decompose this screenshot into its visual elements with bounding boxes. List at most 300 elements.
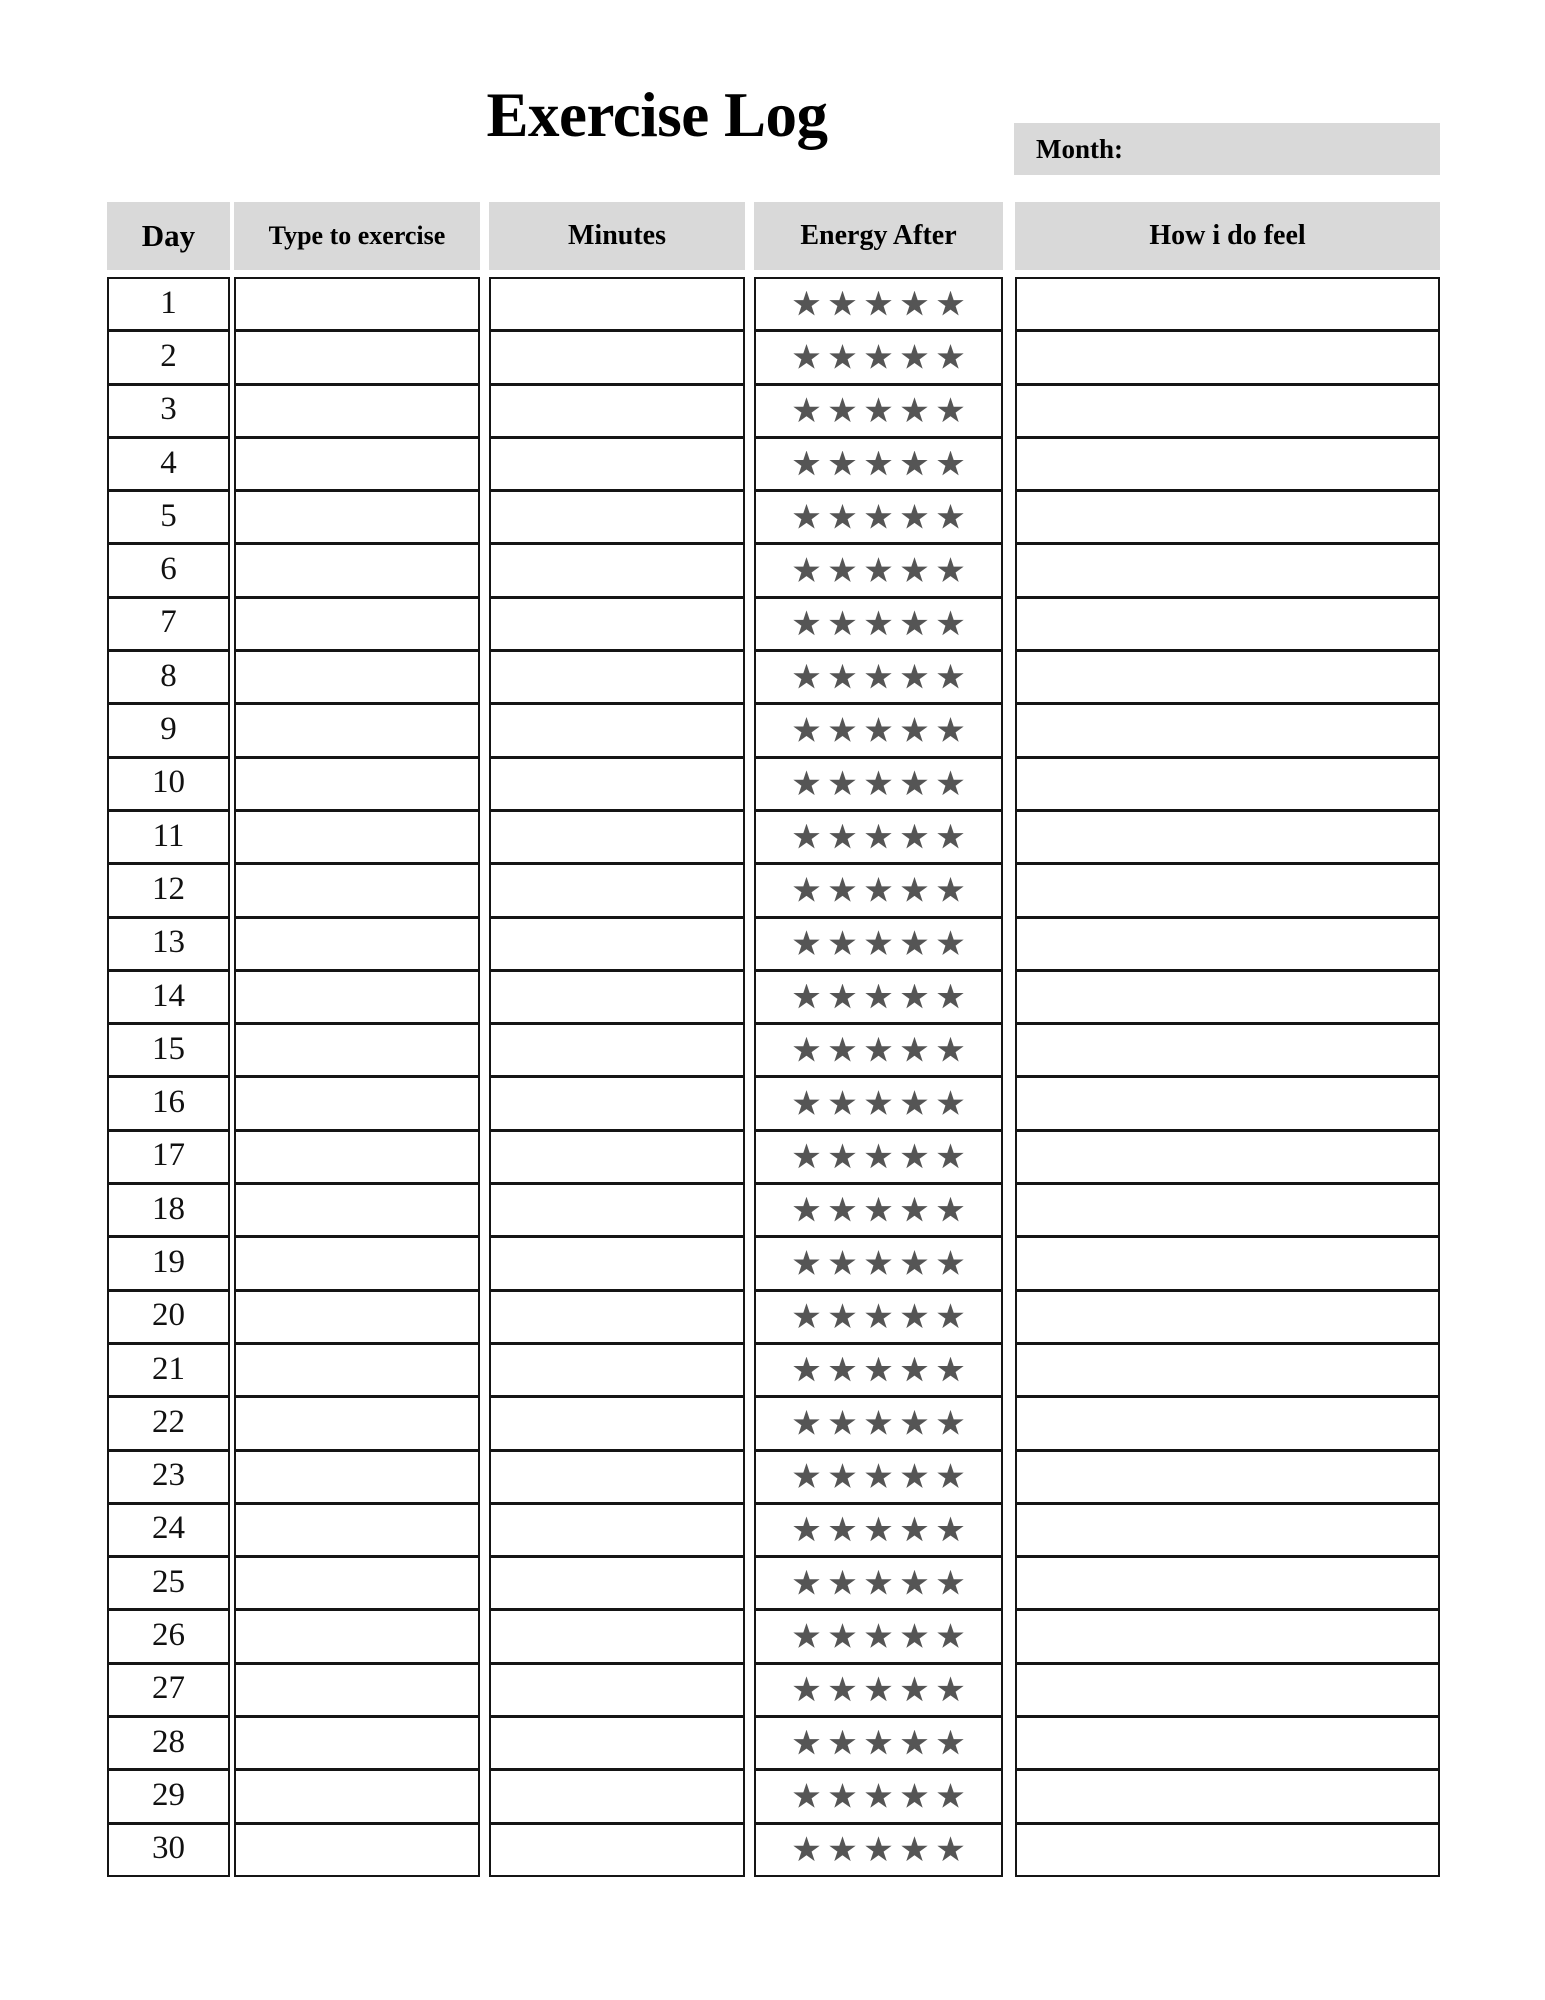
star-icon[interactable] <box>793 930 820 957</box>
star-icon[interactable] <box>829 877 856 904</box>
how-i-do-feel-input-cell[interactable] <box>1015 1236 1440 1290</box>
star-icon[interactable] <box>793 1623 820 1650</box>
star-icon[interactable] <box>865 1836 892 1863</box>
star-icon[interactable] <box>937 504 964 531</box>
energy-rating-cell[interactable] <box>754 1130 1003 1184</box>
star-icon[interactable] <box>793 1410 820 1437</box>
star-icon[interactable] <box>829 1516 856 1543</box>
how-i-do-feel-input-cell[interactable] <box>1015 1769 1440 1823</box>
energy-rating-cell[interactable] <box>754 1503 1003 1557</box>
star-icon[interactable] <box>793 664 820 691</box>
exercise-type-input-cell[interactable] <box>234 1503 480 1557</box>
energy-rating-cell[interactable] <box>754 1450 1003 1504</box>
energy-rating-cell[interactable] <box>754 1609 1003 1663</box>
minutes-input-cell[interactable] <box>489 757 745 811</box>
energy-rating-cell[interactable] <box>754 1396 1003 1450</box>
star-icon[interactable] <box>829 451 856 478</box>
column-gap <box>480 1077 489 1130</box>
exercise-type-input-cell[interactable] <box>234 330 480 384</box>
energy-rating-cell[interactable] <box>754 1663 1003 1717</box>
star-icon[interactable] <box>829 1250 856 1277</box>
day-number-cell: 28 <box>107 1716 230 1770</box>
energy-rating-cell[interactable] <box>754 543 1003 597</box>
star-icon[interactable] <box>937 451 964 478</box>
star-icon[interactable] <box>829 397 856 424</box>
minutes-input-cell[interactable] <box>489 863 745 917</box>
star-icon[interactable] <box>937 664 964 691</box>
exercise-type-input-cell[interactable] <box>234 277 480 331</box>
exercise-type-input-cell[interactable] <box>234 810 480 864</box>
star-icon[interactable] <box>793 1730 820 1757</box>
star-icon[interactable] <box>829 1357 856 1384</box>
star-icon[interactable] <box>901 770 928 797</box>
exercise-type-input-cell[interactable] <box>234 1609 480 1663</box>
star-icon[interactable] <box>901 344 928 371</box>
star-icon[interactable] <box>901 877 928 904</box>
exercise-type-input-cell[interactable] <box>234 1663 480 1717</box>
star-icon[interactable] <box>865 1410 892 1437</box>
star-icon[interactable] <box>901 397 928 424</box>
column-gap <box>745 202 754 270</box>
how-i-do-feel-input-cell[interactable] <box>1015 757 1440 811</box>
exercise-type-input-cell[interactable] <box>234 490 480 544</box>
star-icon[interactable] <box>901 1197 928 1224</box>
star-icon[interactable] <box>865 1783 892 1810</box>
column-header-how-i-do-feel: How i do feel <box>1015 202 1440 270</box>
star-icon[interactable] <box>829 984 856 1011</box>
star-icon[interactable] <box>829 1197 856 1224</box>
star-icon[interactable] <box>829 1143 856 1170</box>
exercise-type-input-cell[interactable] <box>234 1450 480 1504</box>
how-i-do-feel-input-cell[interactable] <box>1015 1503 1440 1557</box>
star-icon[interactable] <box>901 1836 928 1863</box>
how-i-do-feel-input-cell[interactable] <box>1015 1343 1440 1397</box>
energy-rating-cell[interactable] <box>754 437 1003 491</box>
minutes-input-cell[interactable] <box>489 1503 745 1557</box>
exercise-type-input-cell[interactable] <box>234 1076 480 1130</box>
column-gap <box>480 1557 489 1610</box>
energy-rating-cell[interactable] <box>754 917 1003 971</box>
star-icon[interactable] <box>829 610 856 637</box>
table-row <box>107 1184 1440 1237</box>
star-icon[interactable] <box>865 1623 892 1650</box>
energy-rating-cell[interactable] <box>754 757 1003 811</box>
exercise-type-input-cell[interactable] <box>234 970 480 1024</box>
star-icon[interactable] <box>901 610 928 637</box>
column-gap <box>1003 651 1015 704</box>
star-icon[interactable] <box>937 344 964 371</box>
star-icon[interactable] <box>937 1783 964 1810</box>
minutes-input-cell[interactable] <box>489 1663 745 1717</box>
star-icon[interactable] <box>937 1303 964 1330</box>
star-icon[interactable] <box>793 610 820 637</box>
minutes-input-cell[interactable] <box>489 810 745 864</box>
star-icon[interactable] <box>793 1463 820 1490</box>
star-icon[interactable] <box>937 610 964 637</box>
star-icon[interactable] <box>793 1303 820 1330</box>
minutes-input-cell[interactable] <box>489 437 745 491</box>
star-icon[interactable] <box>829 1623 856 1650</box>
minutes-input-cell[interactable] <box>489 1450 745 1504</box>
star-icon[interactable] <box>865 770 892 797</box>
energy-rating-cell[interactable] <box>754 810 1003 864</box>
star-icon[interactable] <box>865 930 892 957</box>
energy-rating-cell[interactable] <box>754 863 1003 917</box>
star-icon[interactable] <box>901 824 928 851</box>
exercise-type-input-cell[interactable] <box>234 543 480 597</box>
star-icon[interactable] <box>829 824 856 851</box>
star-icon[interactable] <box>793 1250 820 1277</box>
star-icon[interactable] <box>901 1037 928 1064</box>
star-icon[interactable] <box>901 1090 928 1117</box>
exercise-type-input-cell[interactable] <box>234 1236 480 1290</box>
star-icon[interactable] <box>829 1303 856 1330</box>
star-icon[interactable] <box>829 1836 856 1863</box>
column-gap <box>480 758 489 811</box>
star-icon[interactable] <box>865 984 892 1011</box>
star-icon[interactable] <box>865 397 892 424</box>
column-header-minutes: Minutes <box>489 202 745 270</box>
how-i-do-feel-input-cell[interactable] <box>1015 1450 1440 1504</box>
day-number-cell: 12 <box>107 863 230 917</box>
energy-rating-cell[interactable] <box>754 277 1003 331</box>
how-i-do-feel-input-cell[interactable] <box>1015 1663 1440 1717</box>
star-icon[interactable] <box>793 1143 820 1170</box>
minutes-input-cell[interactable] <box>489 543 745 597</box>
star-icon[interactable] <box>865 877 892 904</box>
how-i-do-feel-input-cell[interactable] <box>1015 384 1440 438</box>
star-icon[interactable] <box>901 1357 928 1384</box>
exercise-type-input-cell[interactable] <box>234 1290 480 1344</box>
star-icon[interactable] <box>829 1463 856 1490</box>
how-i-do-feel-input-cell[interactable] <box>1015 1023 1440 1077</box>
star-icon[interactable] <box>829 1730 856 1757</box>
star-icon[interactable] <box>793 1836 820 1863</box>
star-icon[interactable] <box>865 1250 892 1277</box>
minutes-input-cell[interactable] <box>489 650 745 704</box>
how-i-do-feel-input-cell[interactable] <box>1015 650 1440 704</box>
star-icon[interactable] <box>937 1357 964 1384</box>
star-icon[interactable] <box>865 1357 892 1384</box>
star-icon[interactable] <box>829 557 856 584</box>
star-icon[interactable] <box>901 1410 928 1437</box>
star-icon[interactable] <box>865 557 892 584</box>
star-icon[interactable] <box>865 1197 892 1224</box>
exercise-type-input-cell[interactable] <box>234 384 480 438</box>
energy-rating-cell[interactable] <box>754 1716 1003 1770</box>
star-icon[interactable] <box>793 717 820 744</box>
energy-rating-cell[interactable] <box>754 1769 1003 1823</box>
star-icon[interactable] <box>793 504 820 531</box>
minutes-input-cell[interactable] <box>489 1609 745 1663</box>
star-icon[interactable] <box>865 1037 892 1064</box>
star-icon[interactable] <box>901 291 928 318</box>
star-icon[interactable] <box>829 1090 856 1117</box>
star-icon[interactable] <box>901 1463 928 1490</box>
exercise-type-input-cell[interactable] <box>234 437 480 491</box>
star-icon[interactable] <box>793 451 820 478</box>
star-icon[interactable] <box>793 1676 820 1703</box>
minutes-input-cell[interactable] <box>489 1236 745 1290</box>
star-icon[interactable] <box>829 1410 856 1437</box>
star-icon[interactable] <box>937 1090 964 1117</box>
star-icon[interactable] <box>793 824 820 851</box>
column-gap <box>1003 202 1015 270</box>
column-gap <box>480 278 489 331</box>
star-icon[interactable] <box>865 717 892 744</box>
star-icon[interactable] <box>901 1676 928 1703</box>
star-icon[interactable] <box>865 1143 892 1170</box>
star-icon[interactable] <box>793 1516 820 1543</box>
star-icon[interactable] <box>901 664 928 691</box>
how-i-do-feel-input-cell[interactable] <box>1015 1396 1440 1450</box>
star-icon[interactable] <box>937 1730 964 1757</box>
exercise-type-input-cell[interactable] <box>234 1343 480 1397</box>
how-i-do-feel-input-cell[interactable] <box>1015 330 1440 384</box>
how-i-do-feel-input-cell[interactable] <box>1015 277 1440 331</box>
star-icon[interactable] <box>793 1037 820 1064</box>
star-icon[interactable] <box>937 1676 964 1703</box>
minutes-input-cell[interactable] <box>489 1023 745 1077</box>
star-icon[interactable] <box>937 1623 964 1650</box>
star-icon[interactable] <box>901 930 928 957</box>
star-icon[interactable] <box>937 984 964 1011</box>
energy-rating-cell[interactable] <box>754 384 1003 438</box>
star-icon[interactable] <box>901 1623 928 1650</box>
exercise-type-input-cell[interactable] <box>234 1556 480 1610</box>
exercise-type-input-cell[interactable] <box>234 703 480 757</box>
column-gap <box>745 1024 754 1077</box>
star-icon[interactable] <box>901 451 928 478</box>
star-icon[interactable] <box>865 664 892 691</box>
minutes-input-cell[interactable] <box>489 1076 745 1130</box>
day-number-cell: 13 <box>107 917 230 971</box>
star-icon[interactable] <box>865 291 892 318</box>
energy-rating-cell[interactable] <box>754 1343 1003 1397</box>
column-gap <box>1003 331 1015 384</box>
column-gap <box>1003 864 1015 917</box>
minutes-input-cell[interactable] <box>489 1290 745 1344</box>
star-icon[interactable] <box>901 1570 928 1597</box>
column-gap <box>480 1717 489 1770</box>
month-field[interactable] <box>1014 123 1440 175</box>
star-icon[interactable] <box>829 770 856 797</box>
star-icon[interactable] <box>865 1730 892 1757</box>
star-icon[interactable] <box>829 1037 856 1064</box>
star-icon[interactable] <box>829 930 856 957</box>
day-number-cell: 26 <box>107 1609 230 1663</box>
star-icon[interactable] <box>829 504 856 531</box>
how-i-do-feel-input-cell[interactable] <box>1015 1130 1440 1184</box>
star-icon[interactable] <box>937 1463 964 1490</box>
how-i-do-feel-input-cell[interactable] <box>1015 490 1440 544</box>
minutes-input-cell[interactable] <box>489 1716 745 1770</box>
exercise-type-input-cell[interactable] <box>234 757 480 811</box>
table-row <box>107 544 1440 597</box>
minutes-input-cell[interactable] <box>489 1556 745 1610</box>
how-i-do-feel-input-cell[interactable] <box>1015 970 1440 1024</box>
star-icon[interactable] <box>865 344 892 371</box>
star-icon[interactable] <box>901 717 928 744</box>
minutes-input-cell[interactable] <box>489 490 745 544</box>
energy-rating-cell[interactable] <box>754 1076 1003 1130</box>
how-i-do-feel-input-cell[interactable] <box>1015 1716 1440 1770</box>
star-icon[interactable] <box>901 1516 928 1543</box>
how-i-do-feel-input-cell[interactable] <box>1015 917 1440 971</box>
column-gap <box>745 651 754 704</box>
how-i-do-feel-input-cell[interactable] <box>1015 543 1440 597</box>
exercise-type-input-cell[interactable] <box>234 1823 480 1877</box>
star-icon[interactable] <box>901 1730 928 1757</box>
star-icon[interactable] <box>829 1570 856 1597</box>
star-icon[interactable] <box>901 1303 928 1330</box>
energy-rating-cell[interactable] <box>754 490 1003 544</box>
how-i-do-feel-input-cell[interactable] <box>1015 1290 1440 1344</box>
how-i-do-feel-input-cell[interactable] <box>1015 1183 1440 1237</box>
star-icon[interactable] <box>793 984 820 1011</box>
star-icon[interactable] <box>865 610 892 637</box>
star-icon[interactable] <box>901 1143 928 1170</box>
star-icon[interactable] <box>937 1836 964 1863</box>
star-icon[interactable] <box>829 717 856 744</box>
star-icon[interactable] <box>829 1676 856 1703</box>
energy-rating-cell[interactable] <box>754 330 1003 384</box>
star-icon[interactable] <box>829 1783 856 1810</box>
exercise-type-input-cell[interactable] <box>234 1769 480 1823</box>
star-icon[interactable] <box>937 1516 964 1543</box>
column-gap <box>745 1397 754 1450</box>
day-number-cell: 23 <box>107 1450 230 1504</box>
column-gap <box>1003 811 1015 864</box>
star-icon[interactable] <box>901 1783 928 1810</box>
minutes-input-cell[interactable] <box>489 1130 745 1184</box>
exercise-type-input-cell[interactable] <box>234 1716 480 1770</box>
star-icon[interactable] <box>901 984 928 1011</box>
star-icon[interactable] <box>901 557 928 584</box>
star-icon[interactable] <box>937 770 964 797</box>
star-icon[interactable] <box>793 1357 820 1384</box>
how-i-do-feel-input-cell[interactable] <box>1015 1823 1440 1877</box>
minutes-input-cell[interactable] <box>489 970 745 1024</box>
star-icon[interactable] <box>865 1676 892 1703</box>
star-icon[interactable] <box>793 291 820 318</box>
column-gap <box>1003 278 1015 331</box>
star-icon[interactable] <box>937 877 964 904</box>
exercise-type-input-cell[interactable] <box>234 1130 480 1184</box>
star-icon[interactable] <box>793 770 820 797</box>
how-i-do-feel-input-cell[interactable] <box>1015 703 1440 757</box>
star-icon[interactable] <box>937 1197 964 1224</box>
how-i-do-feel-input-cell[interactable] <box>1015 1556 1440 1610</box>
column-gap <box>480 864 489 917</box>
minutes-input-cell[interactable] <box>489 917 745 971</box>
minutes-input-cell[interactable] <box>489 277 745 331</box>
how-i-do-feel-input-cell[interactable] <box>1015 810 1440 864</box>
star-icon[interactable] <box>937 930 964 957</box>
star-icon[interactable] <box>865 1303 892 1330</box>
minutes-input-cell[interactable] <box>489 1183 745 1237</box>
star-icon[interactable] <box>901 504 928 531</box>
energy-rating-cell[interactable] <box>754 1236 1003 1290</box>
star-icon[interactable] <box>937 1570 964 1597</box>
energy-rating-cell[interactable] <box>754 597 1003 651</box>
minutes-input-cell[interactable] <box>489 330 745 384</box>
star-icon[interactable] <box>937 717 964 744</box>
star-icon[interactable] <box>793 344 820 371</box>
month-label: Month: <box>1036 134 1123 164</box>
star-icon[interactable] <box>793 1570 820 1597</box>
exercise-type-input-cell[interactable] <box>234 597 480 651</box>
star-icon[interactable] <box>937 1037 964 1064</box>
star-icon[interactable] <box>865 824 892 851</box>
exercise-type-input-cell[interactable] <box>234 1023 480 1077</box>
star-icon[interactable] <box>865 1516 892 1543</box>
star-icon[interactable] <box>829 291 856 318</box>
energy-rating-cell[interactable] <box>754 650 1003 704</box>
star-icon[interactable] <box>793 1090 820 1117</box>
star-icon[interactable] <box>793 1783 820 1810</box>
exercise-type-input-cell[interactable] <box>234 1183 480 1237</box>
star-icon[interactable] <box>793 557 820 584</box>
exercise-type-input-cell[interactable] <box>234 650 480 704</box>
table-row <box>107 1077 1440 1130</box>
energy-rating-cell[interactable] <box>754 1023 1003 1077</box>
star-icon[interactable] <box>865 1090 892 1117</box>
star-icon[interactable] <box>901 1250 928 1277</box>
star-icon[interactable] <box>937 291 964 318</box>
minutes-input-cell[interactable] <box>489 1823 745 1877</box>
minutes-input-cell[interactable] <box>489 1769 745 1823</box>
star-icon[interactable] <box>793 397 820 424</box>
star-icon[interactable] <box>865 451 892 478</box>
star-icon[interactable] <box>937 1143 964 1170</box>
minutes-input-cell[interactable] <box>489 384 745 438</box>
star-icon[interactable] <box>793 877 820 904</box>
star-icon[interactable] <box>937 557 964 584</box>
energy-rating-cell[interactable] <box>754 1823 1003 1877</box>
how-i-do-feel-input-cell[interactable] <box>1015 1076 1440 1130</box>
star-icon[interactable] <box>829 664 856 691</box>
minutes-input-cell[interactable] <box>489 1396 745 1450</box>
energy-rating-cell[interactable] <box>754 970 1003 1024</box>
energy-rating-cell[interactable] <box>754 1556 1003 1610</box>
star-icon[interactable] <box>937 824 964 851</box>
minutes-input-cell[interactable] <box>489 1343 745 1397</box>
star-icon[interactable] <box>829 344 856 371</box>
minutes-input-cell[interactable] <box>489 597 745 651</box>
column-gap <box>480 1770 489 1823</box>
how-i-do-feel-input-cell[interactable] <box>1015 1609 1440 1663</box>
star-icon[interactable] <box>865 1463 892 1490</box>
star-icon[interactable] <box>937 1410 964 1437</box>
how-i-do-feel-input-cell[interactable] <box>1015 437 1440 491</box>
exercise-type-input-cell[interactable] <box>234 917 480 971</box>
how-i-do-feel-input-cell[interactable] <box>1015 863 1440 917</box>
energy-rating-cell[interactable] <box>754 1183 1003 1237</box>
star-icon[interactable] <box>937 397 964 424</box>
how-i-do-feel-input-cell[interactable] <box>1015 597 1440 651</box>
energy-rating-cell[interactable] <box>754 1290 1003 1344</box>
minutes-input-cell[interactable] <box>489 703 745 757</box>
exercise-type-input-cell[interactable] <box>234 1396 480 1450</box>
star-icon[interactable] <box>865 1570 892 1597</box>
energy-rating-cell[interactable] <box>754 703 1003 757</box>
star-icon[interactable] <box>937 1250 964 1277</box>
star-icon[interactable] <box>793 1197 820 1224</box>
star-icon[interactable] <box>865 504 892 531</box>
exercise-type-input-cell[interactable] <box>234 863 480 917</box>
column-gap <box>745 278 754 331</box>
